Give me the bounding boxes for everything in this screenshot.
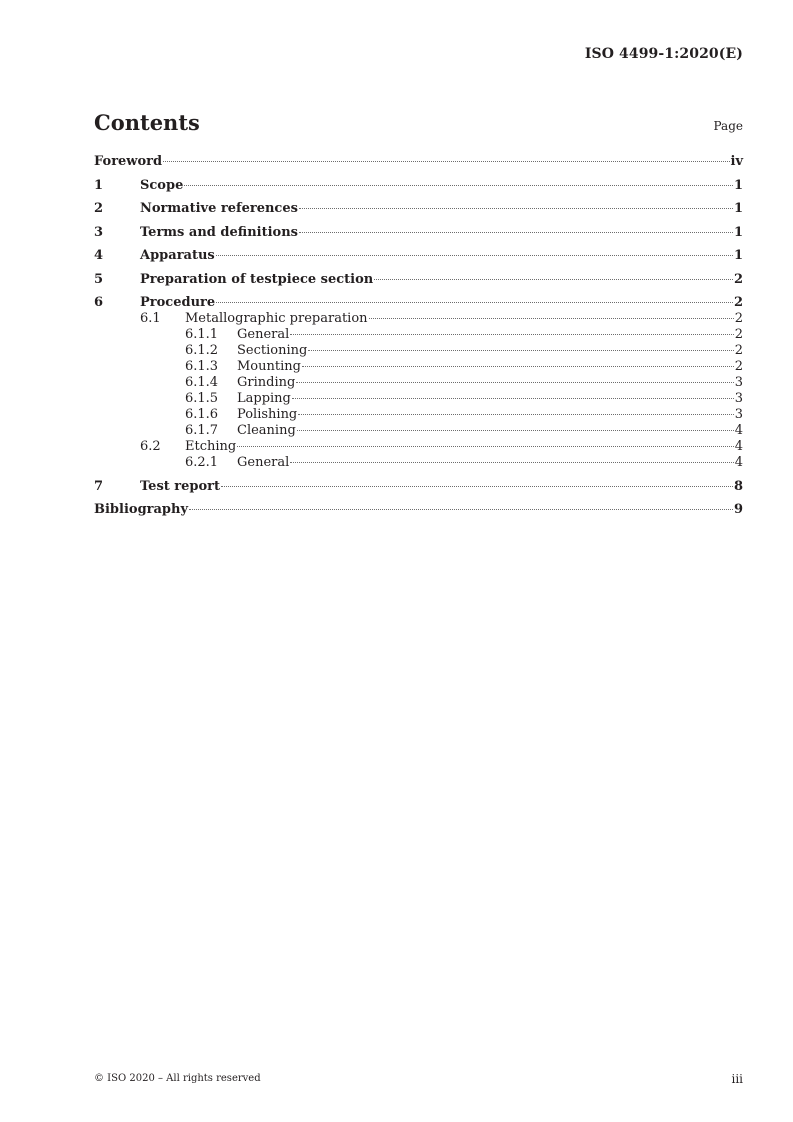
- footer-copyright: © ISO 2020 – All rights reserved: [94, 1073, 261, 1084]
- toc-leader-dots: [221, 486, 733, 487]
- toc-entry-title: Mounting: [237, 359, 301, 374]
- toc-entry-page: 1: [733, 248, 743, 263]
- toc-leader-dots: [292, 398, 734, 399]
- toc-entry-title: Cleaning: [237, 423, 296, 438]
- toc-entry-title: Sectioning: [237, 343, 308, 358]
- toc-entry-number: 6.1.2: [185, 343, 219, 358]
- toc-entry[interactable]: [94, 502, 743, 518]
- toc-entry-page: 2: [733, 295, 743, 310]
- toc-entry[interactable]: [94, 455, 743, 471]
- toc-entry-page: 2: [733, 271, 743, 287]
- toc-entry-page: 1: [733, 201, 743, 216]
- footer-page-number: iii: [731, 1072, 743, 1086]
- toc-entry-page: 3: [734, 407, 743, 422]
- toc-entry[interactable]: [94, 375, 743, 391]
- toc-entry[interactable]: [94, 423, 743, 439]
- toc-entry-page: 2: [734, 343, 743, 358]
- toc-entry-number: 6.1.4: [185, 375, 219, 390]
- toc-entry-page: 2: [734, 359, 743, 374]
- toc-entry[interactable]: [94, 391, 743, 407]
- toc-leader-dots: [374, 279, 733, 280]
- toc-leader-dots: [163, 161, 729, 162]
- toc-entry-title: Normative references: [140, 201, 298, 216]
- toc-entry-title: Procedure: [140, 295, 216, 310]
- toc-leader-dots: [369, 318, 734, 319]
- toc-entry-number: 6.1.6: [185, 407, 219, 422]
- toc-entry-page: 4: [734, 455, 743, 470]
- toc-entry-number: 4: [94, 248, 104, 263]
- toc-entry-number: 6: [94, 295, 104, 310]
- toc-entry-page: 1: [733, 224, 743, 240]
- toc-leader-dots: [299, 232, 733, 233]
- toc-leader-dots: [189, 509, 733, 510]
- contents-heading: Contents: [94, 110, 200, 135]
- toc-entry[interactable]: [94, 248, 743, 264]
- toc-leader-dots: [290, 334, 733, 335]
- toc-entry[interactable]: [94, 343, 743, 359]
- toc-entry-number: 5: [94, 271, 104, 287]
- toc-entry[interactable]: [94, 327, 743, 343]
- document-id: ISO 4499-1:2020(E): [584, 46, 743, 62]
- toc-leader-dots: [290, 462, 733, 463]
- toc-entry[interactable]: [94, 272, 743, 288]
- toc-entry-title: Lapping: [237, 391, 291, 406]
- toc-entry-title: Polishing: [237, 407, 298, 422]
- toc-entry-page: 2: [734, 311, 743, 326]
- toc-entry-title: Metallographic preparation: [185, 311, 368, 326]
- toc-leader-dots: [299, 208, 733, 209]
- toc-entry[interactable]: [94, 178, 743, 194]
- toc-entry-number: 6.2: [140, 439, 161, 454]
- toc-entry-number: 3: [94, 224, 104, 240]
- toc-entry-title: Etching: [185, 439, 237, 454]
- toc-leader-dots: [302, 366, 734, 367]
- toc-leader-dots: [298, 414, 733, 415]
- toc-leader-dots: [297, 430, 734, 431]
- toc-entry-number: 6.1: [140, 311, 161, 326]
- toc-entry-page: 4: [734, 439, 743, 454]
- toc-entry[interactable]: [94, 479, 743, 495]
- toc-leader-dots: [216, 302, 733, 303]
- toc-entry-title: Apparatus: [140, 248, 215, 263]
- toc-entry[interactable]: [94, 439, 743, 455]
- toc-entry-title: Grinding: [237, 375, 296, 390]
- toc-entry[interactable]: [94, 201, 743, 217]
- toc-entry-number: 7: [94, 478, 104, 494]
- toc-entry-number: 6.2.1: [185, 455, 219, 470]
- toc-entry[interactable]: [94, 154, 743, 170]
- toc-entry-title: General: [237, 455, 290, 470]
- toc-entry-number: 6.1.5: [185, 391, 219, 406]
- toc-entry-page: 9: [733, 502, 743, 517]
- table-of-contents: [94, 154, 743, 518]
- page-column-label: Page: [713, 119, 743, 133]
- toc-entry-page: 3: [734, 375, 743, 390]
- toc-entry[interactable]: [94, 225, 743, 241]
- toc-leader-dots: [216, 255, 733, 256]
- toc-leader-dots: [308, 350, 733, 351]
- toc-entry-page: 8: [733, 478, 743, 494]
- toc-entry[interactable]: [94, 359, 743, 375]
- toc-entry[interactable]: [94, 311, 743, 327]
- toc-entry[interactable]: [94, 407, 743, 423]
- toc-entry[interactable]: [94, 295, 743, 311]
- toc-entry-page: iv: [730, 154, 743, 169]
- toc-entry-title: Foreword: [94, 154, 163, 169]
- toc-entry-title: Test report: [140, 478, 221, 494]
- toc-entry-title: Bibliography: [94, 502, 189, 517]
- toc-entry-number: 6.1.7: [185, 423, 219, 438]
- toc-entry-number: 6.1.3: [185, 359, 219, 374]
- toc-entry-title: Scope: [140, 177, 184, 193]
- toc-entry-number: 1: [94, 177, 104, 193]
- toc-entry-title: Terms and definitions: [140, 224, 298, 240]
- toc-entry-title: Preparation of testpiece section: [140, 271, 374, 287]
- toc-entry-title: General: [237, 327, 290, 342]
- toc-leader-dots: [184, 185, 733, 186]
- toc-entry-number: 6.1.1: [185, 327, 219, 342]
- toc-entry-page: 3: [734, 391, 743, 406]
- toc-entry-page: 4: [734, 423, 743, 438]
- toc-leader-dots: [296, 382, 733, 383]
- toc-entry-number: 2: [94, 201, 104, 216]
- toc-entry-page: 2: [734, 327, 743, 342]
- toc-entry-page: 1: [733, 177, 743, 193]
- toc-leader-dots: [237, 446, 733, 447]
